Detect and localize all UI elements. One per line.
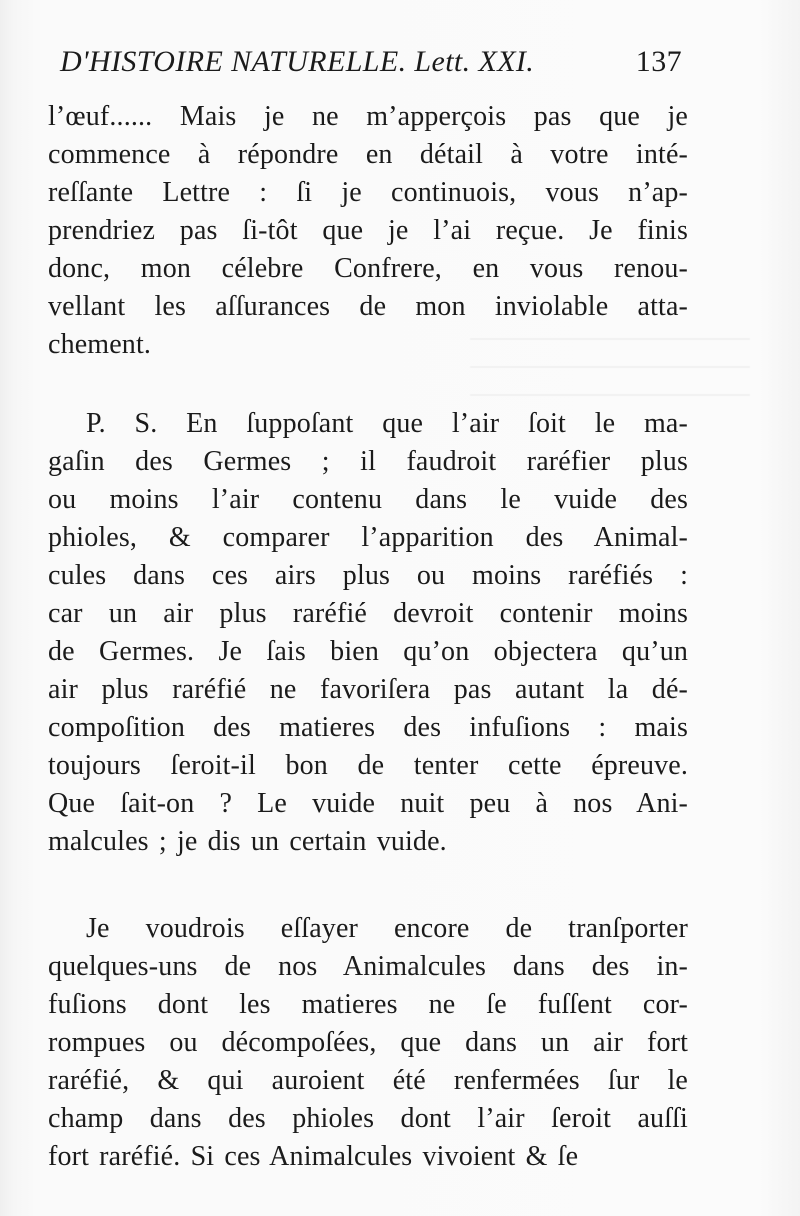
- page-header: [60, 40, 682, 84]
- text-line: vellant les aſſurances de mon inviolable atta-: [48, 291, 688, 322]
- text-line: phioles, & comparer l’apparition des Animal-: [48, 522, 688, 553]
- text-line: compoſition des matieres des infuſions : mais: [48, 712, 688, 743]
- text-line: toujours ſeroit-il bon de tenter cette épreuve.: [48, 750, 688, 781]
- text-line: donc, mon célebre Confrere, en vous renou-: [48, 253, 688, 284]
- text-line: fort raréfié. Si ces Animalcules vivoient & ſe: [48, 1141, 579, 1172]
- text-line: raréfié, & qui auroient été renfermées ſur le: [48, 1065, 688, 1096]
- text-line: Que ſait-on ? Le vuide nuit peu à nos Ani-: [48, 788, 688, 819]
- text-line: cules dans ces airs plus ou moins raréfiés :: [48, 560, 688, 591]
- text-line: Je voudrois eſſayer encore de tranſporter: [86, 913, 688, 944]
- page-number: 137: [635, 45, 682, 78]
- text-line: malcules ; je dis un certain vuide.: [48, 826, 447, 857]
- text-line: air plus raréfié ne favoriſera pas autant la dé-: [48, 674, 688, 705]
- postscript-paragraph: [48, 405, 688, 861]
- text-line: de Germes. Je ſais bien qu’on objectera qu’un: [48, 636, 688, 667]
- text-line: chement.: [48, 329, 152, 360]
- text-line: P. S. En ſuppoſant que l’air ſoit le ma-: [86, 408, 688, 439]
- text-line: reſſante Lettre : ſi je continuois, vous n’ap-: [48, 177, 688, 208]
- final-paragraph: [48, 910, 688, 1176]
- text-line: prendriez pas ſi-tôt que je l’ai reçue. Je finis: [48, 215, 688, 246]
- running-title: D'HISTOIRE NATURELLE. Lett. XXI.: [60, 45, 535, 78]
- text-line: gaſin des Germes ; il faudroit raréfier plus: [48, 446, 688, 477]
- text-line: l’œuf...... Mais je ne m’apperçois pas que je: [48, 101, 688, 132]
- text-line: fuſions dont les matieres ne ſe fuſſent cor-: [48, 989, 688, 1020]
- text-line: champ dans des phioles dont l’air ſeroit auſſi: [48, 1103, 688, 1134]
- paragraph-continuation: [48, 98, 688, 364]
- text-line: car un air plus raréfié devroit contenir moins: [48, 598, 688, 629]
- text-line: commence à répondre en détail à votre inté-: [48, 139, 688, 170]
- text-line: rompues ou décompoſées, que dans un air fort: [48, 1027, 688, 1058]
- text-line: quelques-uns de nos Animalcules dans des in-: [48, 951, 688, 982]
- text-line: ou moins l’air contenu dans le vuide des: [48, 484, 688, 515]
